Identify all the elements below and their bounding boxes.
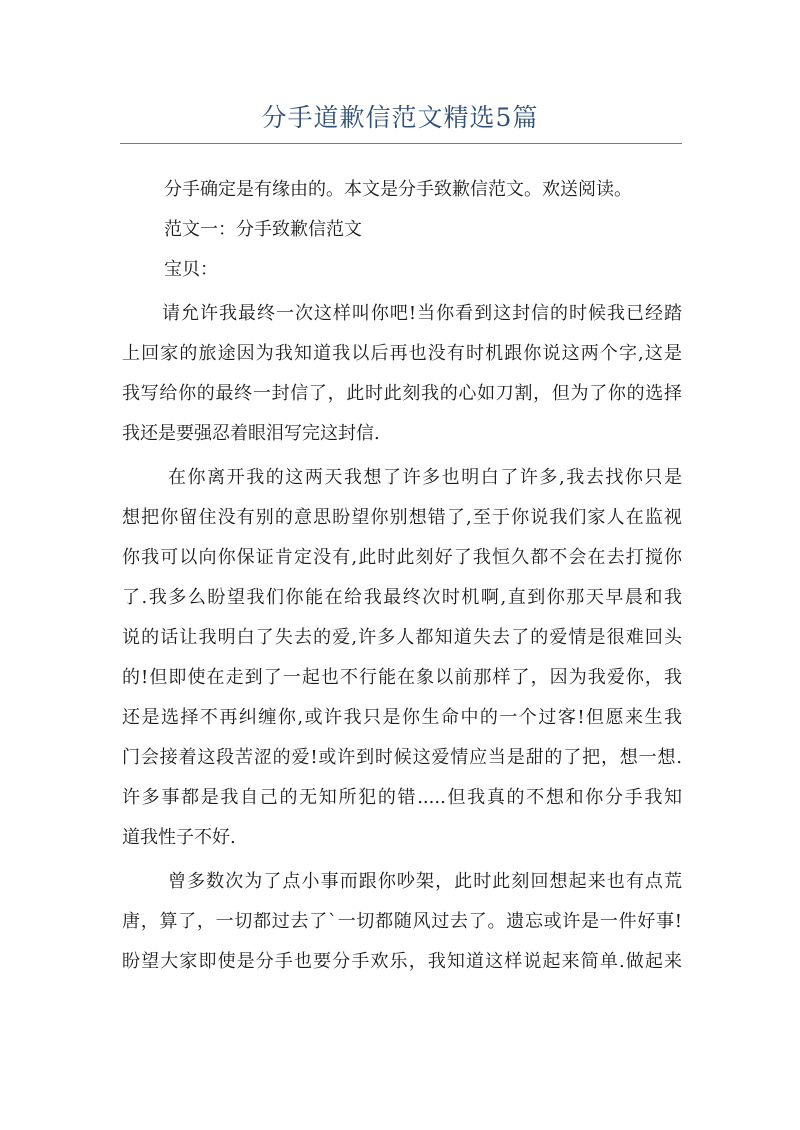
paragraph-line: 还是选择不再纠缠你,或许我只是你生命中的一个过客!但愿来生我 xyxy=(122,707,682,728)
paragraph-line: 许多事都是我自己的无知所犯的错.....但我真的不想和你分手我知 xyxy=(122,787,682,808)
paragraph-line: 我还是要强忍着眼泪写完这封信. xyxy=(122,423,380,444)
intro-text: 分手确定是有缘由的。本文是分手致歉信范文。欢送阅读。 xyxy=(164,179,632,200)
salutation: 宝贝： xyxy=(164,259,218,280)
paragraph-3 xyxy=(122,862,682,982)
paragraph-2 xyxy=(122,458,682,858)
paragraph-line: 了.我多么盼望我们你能在给我最终次时机啊,直到你那天早晨和我 xyxy=(122,587,682,608)
paragraph-line: 曾多数次为了点小事而跟你吵架，此时此刻回想起来也有点荒 xyxy=(168,871,682,892)
paragraph-line: 上回家的旅途因为我知道我以后再也没有时机跟你说这两个字,这是 xyxy=(122,343,682,364)
paragraph-line: 在你离开我的这两天我想了许多也明白了许多,我去找你只是 xyxy=(168,467,682,488)
paragraph-line: 你我可以向你保证肯定没有,此时此刻好了我恒久都不会在去打搅你 xyxy=(122,547,682,568)
paragraph-1 xyxy=(122,294,682,454)
sample-heading: 范文一：分手致歉信范文 xyxy=(164,219,362,240)
paragraph-line: 的!但即使在走到了一起也不行能在象以前那样了，因为我爱你，我 xyxy=(122,667,682,688)
document-body xyxy=(122,170,682,982)
document-title: 分手道歉信范文精选5篇 xyxy=(261,103,539,132)
paragraph-line: 唐，算了，一切都过去了`一切都随风过去了。遗忘或许是一件好事! xyxy=(122,911,682,932)
paragraph-line: 盼望大家即使是分手也要分手欢乐，我知道这样说起来简单.做起来 xyxy=(122,951,682,972)
paragraph-line: 我写给你的最终一封信了，此时此刻我的心如刀割，但为了你的选择 xyxy=(122,383,682,404)
title-underline xyxy=(120,143,682,144)
paragraph-line: 道我性子不好. xyxy=(122,827,236,848)
paragraph-line: 想把你留住没有别的意思盼望你别想错了,至于你说我们家人在监视 xyxy=(122,507,682,528)
paragraph-line: 说的话让我明白了失去的爱,许多人都知道失去了的爱情是很难回头 xyxy=(122,627,682,648)
paragraph-line: 请允许我最终一次这样叫你吧!当你看到这封信的时候我已经踏 xyxy=(162,303,682,324)
paragraph-line: 门会接着这段苦涩的爱!或许到时候这爱情应当是甜的了把，想一想. xyxy=(122,747,682,768)
